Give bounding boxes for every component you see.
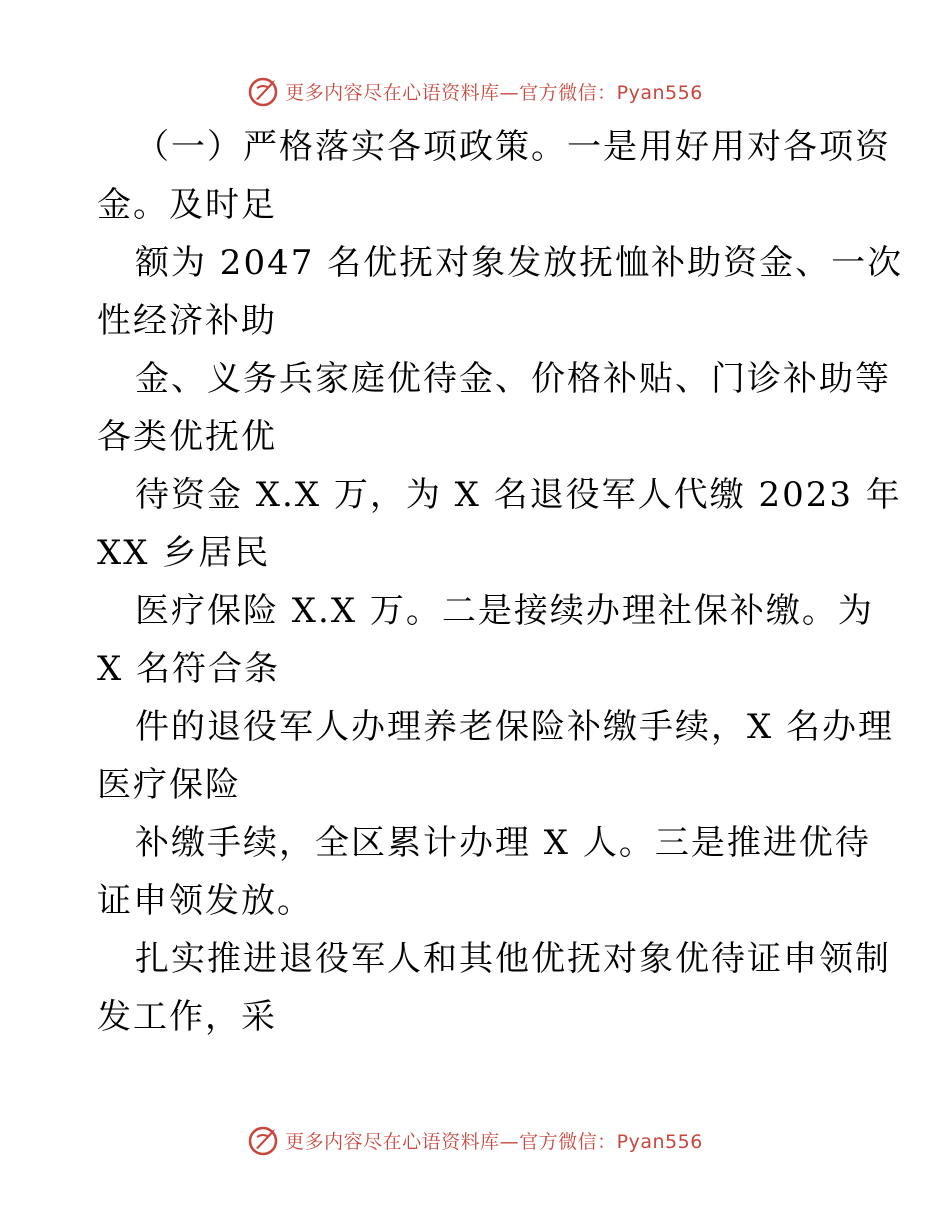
body-line: （一）严格落实各项政策。一是用好用对各项资 (135, 127, 891, 167)
body-line: 证申领发放。 (97, 881, 313, 921)
body-line: XX 乡居民 (97, 533, 271, 573)
header-banner-text: 更多内容尽在心语资料库—官方微信：Pyan556 (285, 81, 703, 104)
header-banner (0, 71, 950, 111)
body-line: 扎实推进退役军人和其他优抚对象优待证申领制 (135, 939, 891, 979)
body-line: X 名符合条 (97, 649, 281, 689)
body-line: 性经济补助 (97, 301, 277, 341)
body-line: 金、义务兵家庭优待金、价格补贴、门诊补助等 (135, 359, 891, 399)
body-line: 各类优抚优 (97, 417, 277, 457)
document-body (97, 118, 904, 1046)
body-line: 待资金 X.X 万，为 X 名退役军人代缴 2023 年 (135, 475, 902, 515)
quill-pen-logo-icon (247, 1123, 281, 1157)
footer-banner (0, 1120, 950, 1160)
quill-pen-logo-icon (247, 74, 281, 108)
body-line: 金。及时足 (97, 185, 277, 225)
body-line: 医疗保险 (97, 765, 241, 805)
body-line: 件的退役军人办理养老保险补缴手续，X 名办理 (135, 707, 895, 747)
body-line: 发工作，采 (97, 997, 277, 1037)
body-line: 额为 2047 名优抚对象发放抚恤补助资金、一次 (135, 243, 904, 283)
body-line: 补缴手续，全区累计办理 X 人。三是推进优待 (135, 823, 871, 863)
footer-banner-text: 更多内容尽在心语资料库—官方微信：Pyan556 (285, 1130, 703, 1153)
body-line: 医疗保险 X.X 万。二是接续办理社保补缴。为 (135, 591, 874, 631)
